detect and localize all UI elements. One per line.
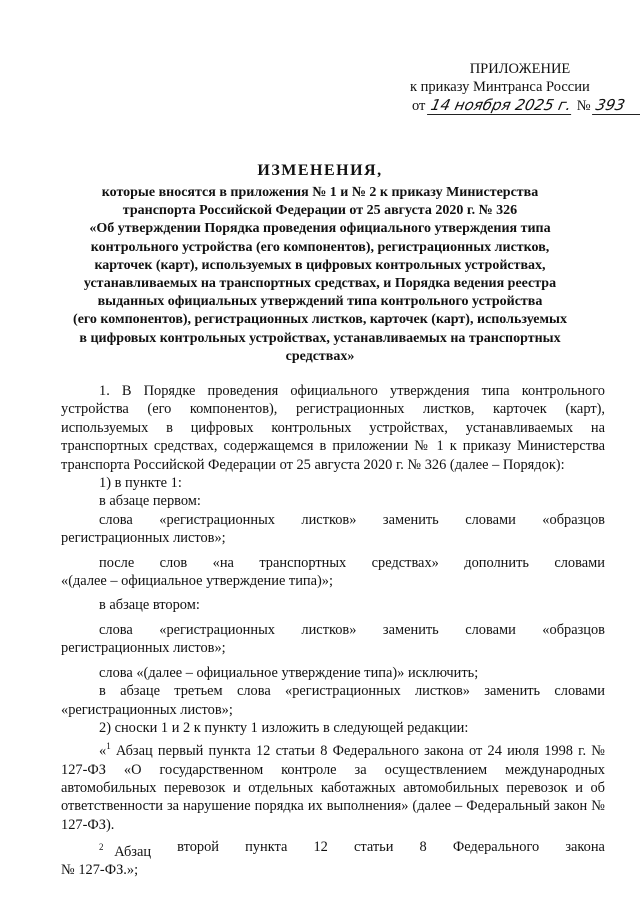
handwritten-date: 14 ноября 2025 г. <box>427 96 575 115</box>
word: слов <box>159 554 188 571</box>
footnote-1 <box>61 737 605 834</box>
subtitle-line: выданных официальных утверждений типа контрольного устройства <box>97 294 543 310</box>
subtitle-line: которые вносятся в приложения № 1 и № 2 к приказу Министерства <box>101 185 539 200</box>
word: листков» <box>301 511 357 528</box>
footnote-2-sup: 2 <box>99 842 104 853</box>
handwritten-number: 393 <box>592 96 640 115</box>
word: «образцов <box>542 511 605 528</box>
paragraph-abzac-3: в абзаце третьем слова «регистрационных листков» заменить словами «регистрационных листов»; <box>61 683 605 718</box>
word: «регистрационных <box>159 621 275 638</box>
word: словами <box>465 621 516 638</box>
word: заменить <box>382 511 439 528</box>
document-header <box>60 162 580 366</box>
word: 8 <box>419 839 427 856</box>
appendix-date-line <box>412 96 627 115</box>
subtitle-line: средствах» <box>285 348 355 364</box>
paragraph-item-1: 1) в пункте 1: <box>99 475 182 492</box>
word: листков» <box>301 621 357 638</box>
appendix-title: ПРИЛОЖЕНИЕ <box>469 61 571 77</box>
number-label: № <box>576 98 591 114</box>
paragraph-replace-2 <box>61 621 605 639</box>
paragraph-replace-1 <box>61 511 605 529</box>
document-subtitle <box>60 184 580 366</box>
word: слова <box>99 621 133 638</box>
word: 12 <box>313 839 328 856</box>
footnote-1-sup: 1 <box>106 741 111 752</box>
footnote-2-first <box>99 838 151 861</box>
paragraph-replace-1-end: регистрационных листов»; <box>61 530 226 547</box>
paragraph-add-1 <box>61 554 605 572</box>
footnote-1-text: Абзац первый пункта 12 статьи 8 Федерального закона от 24 июля 1998 г. № 127-ФЗ «О государственном контроле за осуществлением международных автомобильных перевозок и отдельных каботажных автомобильных перевозок и об ответственности за нарушение порядка их выполнения» (далее – Федеральный закон № 127-ФЗ). <box>61 743 605 833</box>
word: Федерального <box>452 839 540 856</box>
paragraph-exclude: слова «(далее – официальное утверждение типа)» исключить; <box>99 664 479 681</box>
word: дополнить <box>464 554 529 571</box>
word: пункта <box>245 839 288 856</box>
word: словами <box>554 554 605 571</box>
word: закона <box>565 839 605 856</box>
document-title: ИЗМЕНЕНИЯ, <box>257 162 383 179</box>
word: заменить <box>382 621 439 638</box>
footnote-2 <box>61 838 605 861</box>
paragraph-item-2: 2) сноски 1 и 2 к пункту 1 изложить в следующей редакции: <box>99 719 469 736</box>
word: «образцов <box>542 621 605 638</box>
word: «регистрационных <box>159 511 275 528</box>
word: средствах» <box>371 554 439 571</box>
word: второй <box>177 839 219 856</box>
document-body <box>61 382 605 880</box>
subtitle-line: карточек (карт), используемых в цифровых контрольных устройствах, <box>94 257 546 273</box>
appendix-order-ref: к приказу Минтранса России <box>410 79 590 95</box>
word: транспортных <box>259 554 347 571</box>
subtitle-line: транспорта Российской Федерации от 25 августа 2020 г. № 326 <box>122 203 518 219</box>
quote-mark: « <box>99 743 107 760</box>
paragraph-replace-2-end: регистрационных листов»; <box>61 640 226 657</box>
paragraph-add-1-end: «(далее – официальное утверждение типа)»; <box>61 573 333 590</box>
subtitle-line: (его компонентов), регистрационных листков, карточек (карт), используемых <box>73 312 567 328</box>
word: статьи <box>353 839 394 856</box>
footnote-2-end: № 127-ФЗ.»; <box>61 862 139 879</box>
word: слова <box>99 511 133 528</box>
paragraph-abzac-1: в абзаце первом: <box>99 493 201 510</box>
paragraph-1: 1. В Порядке проведения официального утверждения типа контрольного устройства (его компонентов), регистрационных листков, карточек (карт), используемых в цифровых контрольных устройствах, устанавливаемых на транспортных средствах, содержащемся в приложении № 1 к приказу Министерства транспорта Российской Федерации от 25 августа 2020 г. № 326 (далее – Порядок): <box>61 383 605 473</box>
from-label: от <box>412 98 426 114</box>
subtitle-line: «Об утверждении Порядка проведения официального утверждения типа <box>89 221 551 237</box>
subtitle-line: устанавливаемых на транспортных средствах, и Порядка ведения реестра <box>83 276 557 292</box>
word: после <box>99 554 135 571</box>
subtitle-line: в цифровых контрольных устройствах, устанавливаемых на транспортных <box>79 330 561 346</box>
word: «на <box>212 554 234 571</box>
word: Абзац <box>114 843 152 860</box>
appendix-block <box>400 60 627 115</box>
word: словами <box>465 511 516 528</box>
paragraph-abzac-2: в абзаце втором: <box>99 597 200 614</box>
subtitle-line: контрольного устройства (его компонентов), регистрационных листков, <box>90 239 550 255</box>
